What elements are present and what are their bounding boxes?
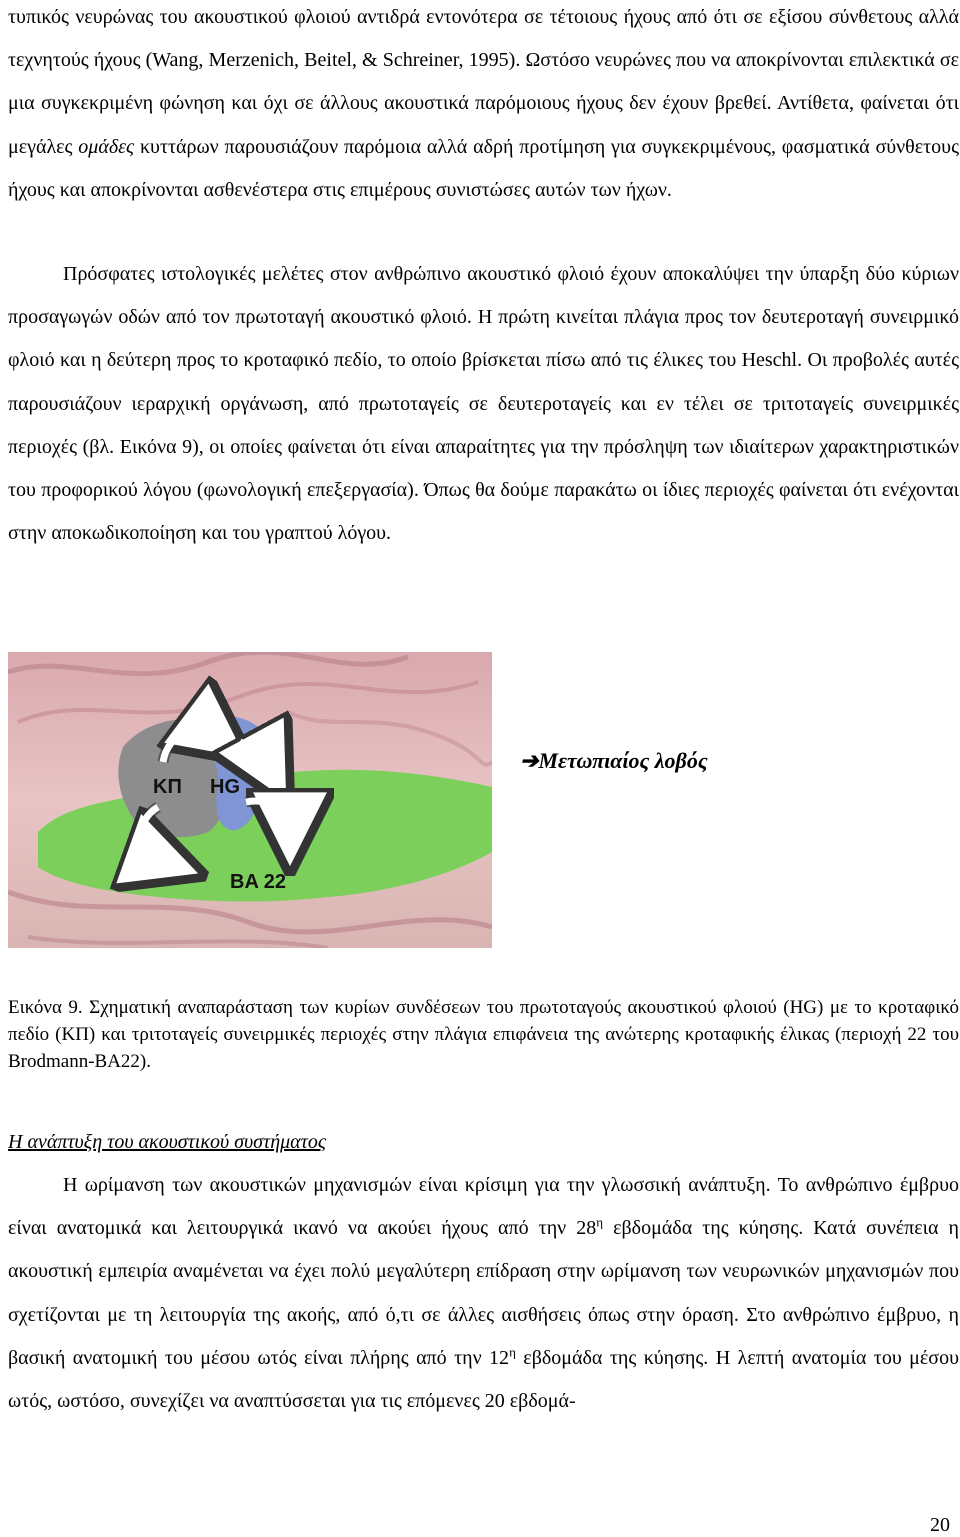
figure-brain-diagram: [8, 652, 492, 948]
paragraph-text: κυττάρων παρουσιάζουν παρόμοια αλλά αδρή προτίμηση για συγκεκριμένους, φασματικά σύνθετους ήχους και αποκρίνονται ασθενέστερα στις επιμέρους συνιστώσες αυτών των ήχων.: [8, 135, 960, 201]
arrow-right-icon: ➔: [520, 748, 539, 773]
label-ba22: BA 22: [230, 871, 286, 893]
paragraph-pathways: Πρόσφατες ιστολογικές μελέτες στον ανθρώπινο ακουστικό φλοιό έχουν αποκαλύψει την ύπαρξη δύο κύριων προσαγωγών οδών από τον πρωτοταγή ακουστικό φλοιό. Η πρώτη κινείται πλάγια προς τον δευτεροταγή συνειρμικό φλοιό και η δεύτερη προς το κροταφικό πεδίο, το οποίο βρίσκεται πίσω από τις έλικες του Heschl. Οι προβολές αυτές παρουσιάζουν ιεραρχική οργάνωση, από πρωτοταγείς σε δευτεροταγείς και εν τέλει σε τριτοταγείς συνειρμικές περιοχές (βλ. Εικόνα 9), οι οποίες φαίνεται ότι είναι απαραίτητες για την πρόσληψη των ιδιαίτερων χαρακτηριστικών του προφορικού λόγου (φωνολογική επεξεργασία). Όπως θα δούμε παρακάτω οι ίδιες περιοχές φαίνεται ότι ενέχονται στην αποκωδικοποίηση και του γραπτού λόγου.: [8, 263, 959, 545]
figure-caption: Εικόνα 9. Σχηματική αναπαράσταση των κυρίων συνδέσεων του πρωτοταγούς ακουστικού φλοιού (HG) με το κροταφικό πεδίο (ΚΠ) και τριτοταγείς συνειρμικές περιοχές στην πλάγια επιφάνεια της ανώτερης κροταφικής έλικας (περιοχή 22 του Brodmann-BA22).: [8, 997, 959, 1072]
italic-word: ομάδες: [78, 135, 135, 158]
section-heading: Η ανάπτυξη του ακουστικού συστήματος: [8, 1131, 326, 1153]
superscript: η: [596, 1214, 604, 1230]
frontal-lobe-label: ➔Μετωπιαίος λοβός: [520, 748, 708, 773]
brain-illustration: [8, 652, 492, 948]
paragraph-text: τυπικός νευρώνας του ακουστικού φλοιού αντιδρά εντονότερα σε τέτοιους ήχους από ότι σε εξίσου σύνθετους αλλά τεχνητούς ήχους (Wang, Merzenich, Beitel, & Schreiner, 1995). Ωστόσο νευρώνες που να αποκρίνονται επιλεκτικά σε μια συγκεκριμένη φώνηση και όχι σε άλλους ακουστικά παρόμοιους ήχους δεν έχουν βρεθεί. Αντίθετα, φαίνεται ότι μεγάλες: [8, 6, 959, 158]
label-kp: ΚΠ: [153, 776, 182, 798]
page-number: 20: [930, 1514, 950, 1536]
paragraph-neurons: [8, 0, 959, 212]
superscript: η: [509, 1344, 516, 1360]
paragraph-development: Η ωρίμανση των ακουστικών μηχανισμών είναι κρίσιμη για την γλωσσική ανάπτυξη. Το ανθρώπινο έμβρυο είναι ανατομικά και λειτουργικά ικανό να ακούει ήχους από την $28^\eta$ εβδομάδα της κύησης. Κατά συνέπεια η ακουστική εμπειρία αναμένεται να έχει πολύ μεγαλύτερη επίδραση στην ωρίμανση των νευρωνικών μηχανισμών που σχετίζονται με τη λειτουργία της ακοής, από ό,τι σε άλλες αισθήσεις όπως στην όραση. Στο ανθρώπινο έμβρυο, η βασική ανατομική του μέσου ωτός είναι πλήρης από την $12^\eta$ εβδομάδα της κύησης. Η λεπτή ανατομία του μέσου ωτός, ωστόσο, συνεχίζει να αναπτύσσεται για τις επόμενες 20 εβδομά-: [8, 1174, 959, 1413]
label-hg: HG: [210, 776, 240, 798]
